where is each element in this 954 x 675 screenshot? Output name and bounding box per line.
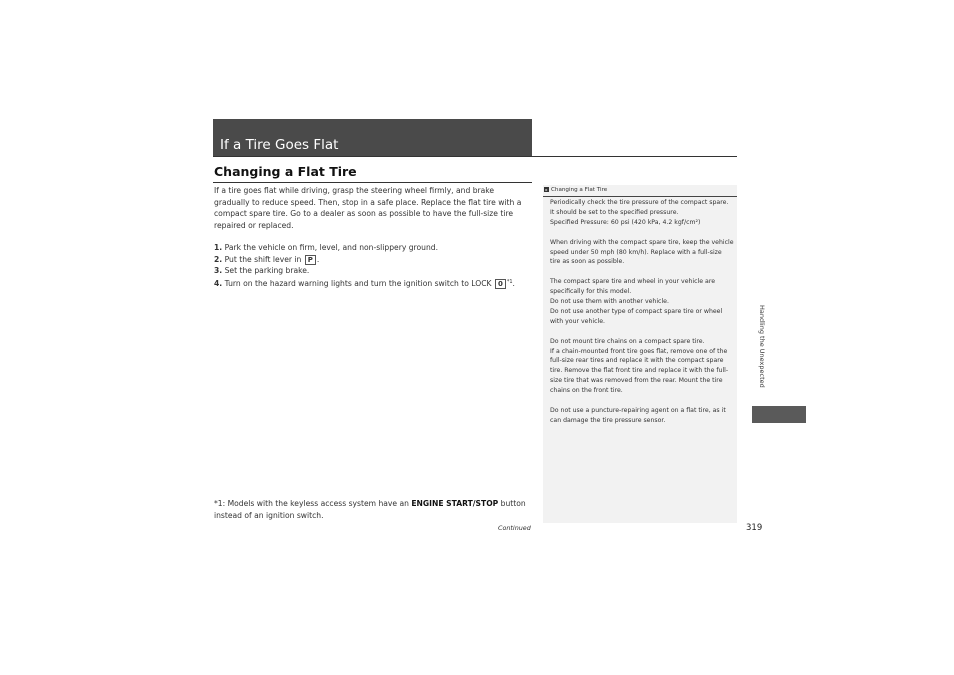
step-item: [214, 254, 532, 266]
step-text-end: .: [512, 278, 515, 288]
side-note-paragraph: [550, 238, 734, 268]
side-note-line: Do not mount tire chains on a compact spare tire.: [550, 337, 705, 345]
side-note-line: Do not use another type of compact spare tire or wheel with your vehicle.: [550, 307, 723, 325]
side-note-line: When driving with the compact spare tire, keep the vehicle speed under 50 mph (80 km/h). Replace with a full-size tire as soon as possible.: [550, 238, 734, 266]
step-text: Set the parking brake.: [224, 266, 310, 276]
side-note-line: Specified Pressure: 60 psi (420 kPa, 4.2 kgf/cm²): [550, 218, 701, 226]
side-note-paragraph: [550, 406, 734, 426]
footnote-bold: ENGINE START/STOP: [411, 499, 499, 508]
step-text: Park the vehicle on firm, level, and non-slippery ground.: [224, 243, 439, 252]
subsection-rule: [213, 182, 532, 183]
step-number: 3.: [214, 266, 223, 276]
side-note-line: The compact spare tire and wheel in your vehicle are specifically for this model.: [550, 278, 716, 296]
side-note-paragraph: [550, 337, 734, 396]
step-text: Put the shift lever in: [224, 254, 304, 264]
side-note-line: Periodically check the tire pressure of the compact spare. It should be set to the specified pressure.: [550, 199, 729, 216]
page-number: 319: [746, 523, 763, 533]
step-item: [214, 242, 532, 254]
footnote-ref[interactable]: *1: [506, 278, 513, 285]
step-number: 4.: [214, 278, 223, 288]
subsection-title: Changing a Flat Tire: [214, 164, 357, 179]
footnote: [214, 498, 534, 521]
side-note-paragraph: [550, 277, 734, 327]
step-item: [214, 277, 532, 290]
side-note-heading: Changing a Flat Tire: [551, 187, 608, 193]
section-title: If a Tire Goes Flat: [220, 137, 339, 153]
step-number: 1.: [214, 243, 223, 252]
section-rule: [213, 156, 737, 157]
step-item: [214, 265, 532, 277]
side-note-line: Do not use a puncture-repairing agent on a flat tire, as it can damage the tire pressure sensor.: [550, 406, 726, 424]
step-text: Turn on the hazard warning lights and turn the ignition switch to LOCK: [224, 278, 494, 288]
shift-p-key-icon: P: [305, 255, 316, 265]
continued-label: Continued: [498, 524, 531, 532]
step-number: 2.: [214, 254, 223, 264]
side-note-paragraph: [550, 198, 734, 228]
footnote-prefix: *1: Models with the keyless access system have an: [214, 499, 412, 508]
intro-paragraph: If a tire goes flat while driving, grasp the steering wheel firmly, and brake gradually to reduce speed. Then, stop in a safe place. Replace the flat tire with a compact spare tire. Go to a dealer as soon as possible to have the full-size tire repaired or replaced.: [214, 186, 522, 230]
chapter-label: [757, 305, 767, 405]
footnote-suffix: button instead of an ignition switch.: [214, 499, 526, 520]
step-text-end: .: [316, 254, 320, 264]
chapter-tab[interactable]: [752, 406, 806, 423]
side-note-body: [550, 198, 734, 426]
procedure-steps: [214, 242, 532, 289]
lock-0-key-icon: 0: [495, 279, 506, 289]
chapter-label-text: Handling the Unexpected: [758, 305, 766, 388]
info-icon: ▸: [545, 187, 548, 192]
side-note-line: If a chain-mounted front tire goes flat, remove one of the full-size rear tires and replace it with the compact spare tire. Remove the flat front tire and replace it with the full-size tire that was removed from the rear. Mount the tire chains on the front tire.: [550, 347, 729, 395]
side-note-line: Do not use them with another vehicle.: [550, 298, 669, 306]
